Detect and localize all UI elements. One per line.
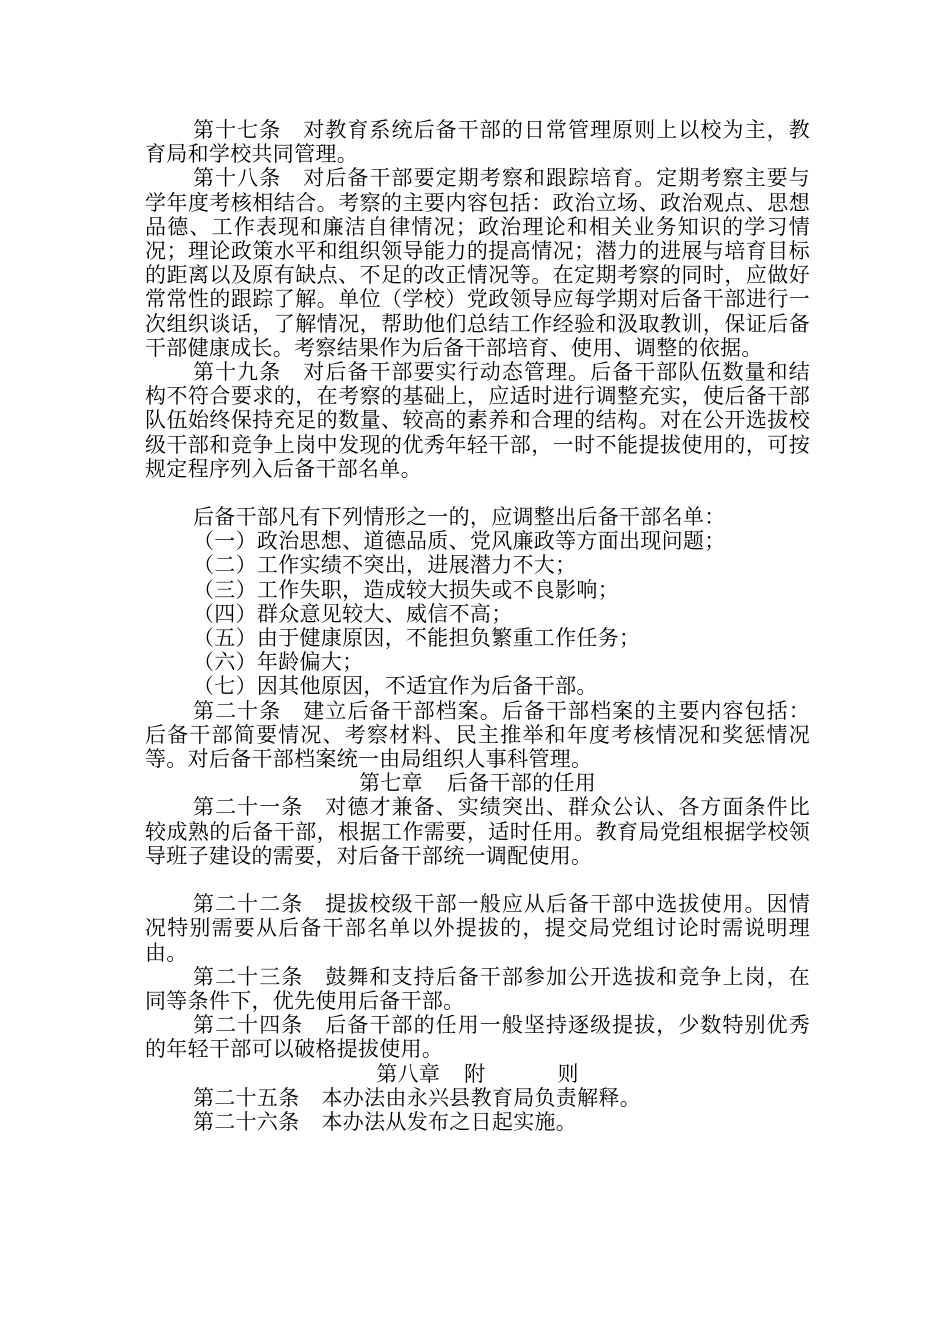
article-17 <box>145 118 810 166</box>
chapter-8-heading <box>145 1062 810 1086</box>
article-number: 第十八条 <box>193 166 282 191</box>
article-20 <box>145 699 810 772</box>
list-item-number: （四） <box>193 601 257 626</box>
list-item <box>145 529 810 553</box>
list-item-number: （三） <box>193 577 257 602</box>
article-number: 第二十条 <box>193 698 282 723</box>
list-item <box>145 553 810 577</box>
article-19 <box>145 360 810 481</box>
article-22 <box>145 892 810 965</box>
chapter-title: 后备干部的任用 <box>446 771 596 796</box>
list-item-text: 工作失职，造成较大损失或不良影响； <box>256 577 620 602</box>
article-text: 对后备干部要定期考察和跟踪培育。定期考察主要与学年度考核相结合。考察的主要内容包括：政治立场、政治观点、思想品德、工作表现和廉洁自律情况；政治理论和相关业务知识的学习情况；理论政策水平和组织领导能力的提高情况；潜力的进展与培育目标的距离以及原有缺点、不足的改正情况等。在定期考察的同时，应做好常常性的跟踪了解。单位（学校）党政领导应每学期对后备干部进行一次组织谈话，了解情况，帮助他们总结工作经验和汲取教训，保证后备干部健康成长。考察结果作为后备干部培育、使用、调整的依据。 <box>145 166 810 360</box>
list-intro: 后备干部凡有下列情形之一的，应调整出后备干部名单： <box>193 505 726 530</box>
list-item-number: （七） <box>193 674 257 699</box>
article-18 <box>145 166 810 360</box>
list-item-number: （一） <box>193 529 257 554</box>
article-text: 对德才兼备、实绩突出、群众公认、各方面条件比较成熟的后备干部，根据工作需要，适时任用。教育局党组根据学校领导班子建设的需要，对后备干部统一调配使用。 <box>145 795 810 868</box>
document-body <box>145 118 810 1134</box>
chapter-number: 第七章 <box>358 771 423 796</box>
list-item-text: 工作实绩不突出，进展潜力不大； <box>256 553 577 578</box>
article-23 <box>145 965 810 1013</box>
article-text: 本办法由永兴县教育局负责解释。 <box>321 1085 641 1110</box>
article-number: 第二十五条 <box>193 1085 300 1110</box>
list-item <box>145 578 810 602</box>
list-item <box>145 674 810 698</box>
list-item-text: 因其他原因，不适宜作为后备干部。 <box>256 674 598 699</box>
list-item-text: 群众意见较大、威信不高； <box>256 601 513 626</box>
article-text: 鼓舞和支持后备干部参加公开选拔和竞争上岗，在同等条件下，优先使用后备干部。 <box>145 964 810 1013</box>
article-number: 第二十二条 <box>193 892 304 917</box>
list-item <box>145 650 810 674</box>
chapter-title-char: 附 <box>464 1061 486 1086</box>
article-24 <box>145 1013 810 1061</box>
article-number: 第二十四条 <box>193 1013 304 1038</box>
article-21 <box>145 795 810 868</box>
list-item-text: 政治思想、道德品质、党风廉政等方面出现问题； <box>256 529 726 554</box>
article-text: 对后备干部要实行动态管理。后备干部队伍数量和结构不符合要求的，在考察的基础上，应适时进行调整充实，使后备干部队伍始终保持充足的数量、较高的素养和合理的结构。对在公开选拔校级干部和竞争上岗中发现的优秀年轻干部，一时不能提拔使用的，可按规定程序列入后备干部名单。 <box>145 360 810 481</box>
article-number: 第二十一条 <box>193 795 304 820</box>
list-item <box>145 626 810 650</box>
article-text: 对教育系统后备干部的日常管理原则上以校为主，教育局和学校共同管理。 <box>145 118 810 167</box>
paragraph-gap <box>145 481 810 505</box>
chapter-title-char: 则 <box>557 1061 579 1086</box>
article-text: 建立后备干部档案。后备干部档案的主要内容包括：后备干部简要情况、考察材料、民主推举和年度考核情况和奖惩情况等。对后备干部档案统一由局组织人事科管理。 <box>145 698 810 772</box>
article-number: 第十九条 <box>193 360 282 385</box>
chapter-7-heading <box>145 771 810 795</box>
chapter-number: 第八章 <box>376 1061 441 1086</box>
article-text: 提拔校级干部一般应从后备干部中选拔使用。因情况特别需要从后备干部名单以外提拔的，提交局党组讨论时需说明理由。 <box>145 892 810 965</box>
list-item-number: （五） <box>193 626 257 651</box>
article-text: 本办法从发布之日起实施。 <box>321 1109 578 1134</box>
article-25 <box>145 1086 810 1110</box>
list-item-number: （二） <box>193 553 257 578</box>
paragraph-gap <box>145 868 810 892</box>
list-item-text: 年龄偏大； <box>256 650 364 675</box>
article-number: 第二十六条 <box>193 1109 300 1134</box>
list-item-number: （六） <box>193 650 257 675</box>
article-number: 第二十三条 <box>193 964 304 989</box>
article-26 <box>145 1110 810 1134</box>
article-number: 第十七条 <box>193 118 282 142</box>
article-text: 后备干部的任用一般坚持逐级提拔，少数特别优秀的年轻干部可以破格提拔使用。 <box>145 1013 810 1062</box>
list-item <box>145 602 810 626</box>
list-item-text: 由于健康原因，不能担负繁重工作任务； <box>256 626 641 651</box>
